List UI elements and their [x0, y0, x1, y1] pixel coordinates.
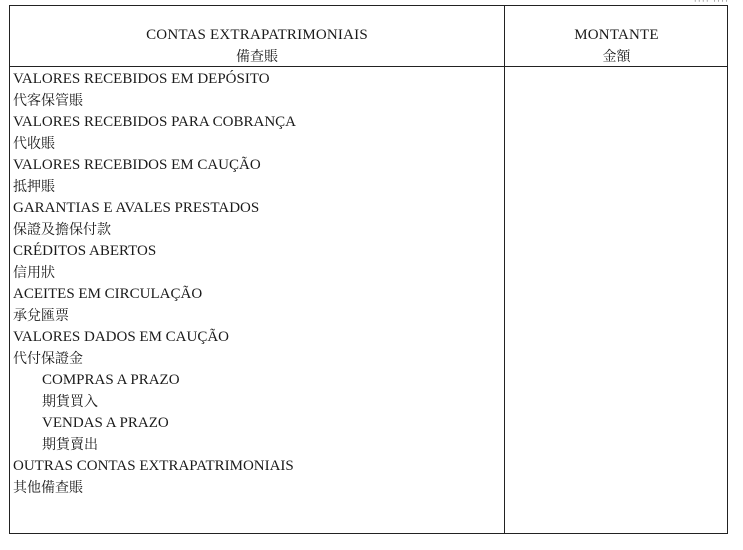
amount-header-pt: MONTANTE — [574, 27, 659, 43]
account-name-zh: 承兌匯票 — [13, 307, 69, 324]
page-mark: ···· ···· — [693, 0, 729, 6]
account-name-pt: VALORES RECEBIDOS EM CAUÇÃO — [13, 157, 261, 173]
account-name-pt: VALORES DADOS EM CAUÇÃO — [13, 329, 229, 345]
account-name-pt: VALORES RECEBIDOS PARA COBRANÇA — [13, 114, 296, 130]
account-name-pt: GARANTIAS E AVALES PRESTADOS — [13, 200, 260, 216]
accounts-header-pt: CONTAS EXTRAPATRIMONIAIS — [146, 27, 368, 43]
account-name-zh: 保證及擔保付款 — [13, 221, 111, 238]
accounts-column-header — [10, 24, 504, 68]
account-name-zh: 代客保管賬 — [13, 92, 83, 109]
column-divider — [504, 6, 505, 533]
amount-header-zh: 金額 — [602, 49, 631, 65]
off-balance-accounts-table — [9, 5, 728, 534]
account-name-pt: OUTRAS CONTAS EXTRAPATRIMONIAIS — [13, 458, 294, 474]
account-name-pt: CRÉDITOS ABERTOS — [13, 243, 157, 259]
account-name-zh: 信用狀 — [13, 264, 55, 281]
account-name-zh: 抵押賬 — [13, 178, 55, 195]
account-name-pt: VENDAS A PRAZO — [42, 415, 169, 431]
account-name-zh: 期貨買入 — [42, 393, 98, 410]
account-name-pt: COMPRAS A PRAZO — [42, 372, 180, 388]
account-name-pt: VALORES RECEBIDOS EM DEPÓSITO — [13, 71, 270, 87]
account-name-zh: 期貨賣出 — [42, 436, 98, 453]
account-name-pt: ACEITES EM CIRCULAÇÃO — [13, 286, 203, 302]
account-name-zh: 代付保證金 — [13, 350, 83, 367]
account-name-zh: 代收賬 — [13, 135, 55, 152]
amount-column-header — [506, 24, 727, 68]
account-name-zh: 其他備查賬 — [13, 479, 83, 496]
accounts-header-zh: 備查賬 — [236, 49, 278, 65]
account-rows — [13, 69, 501, 499]
